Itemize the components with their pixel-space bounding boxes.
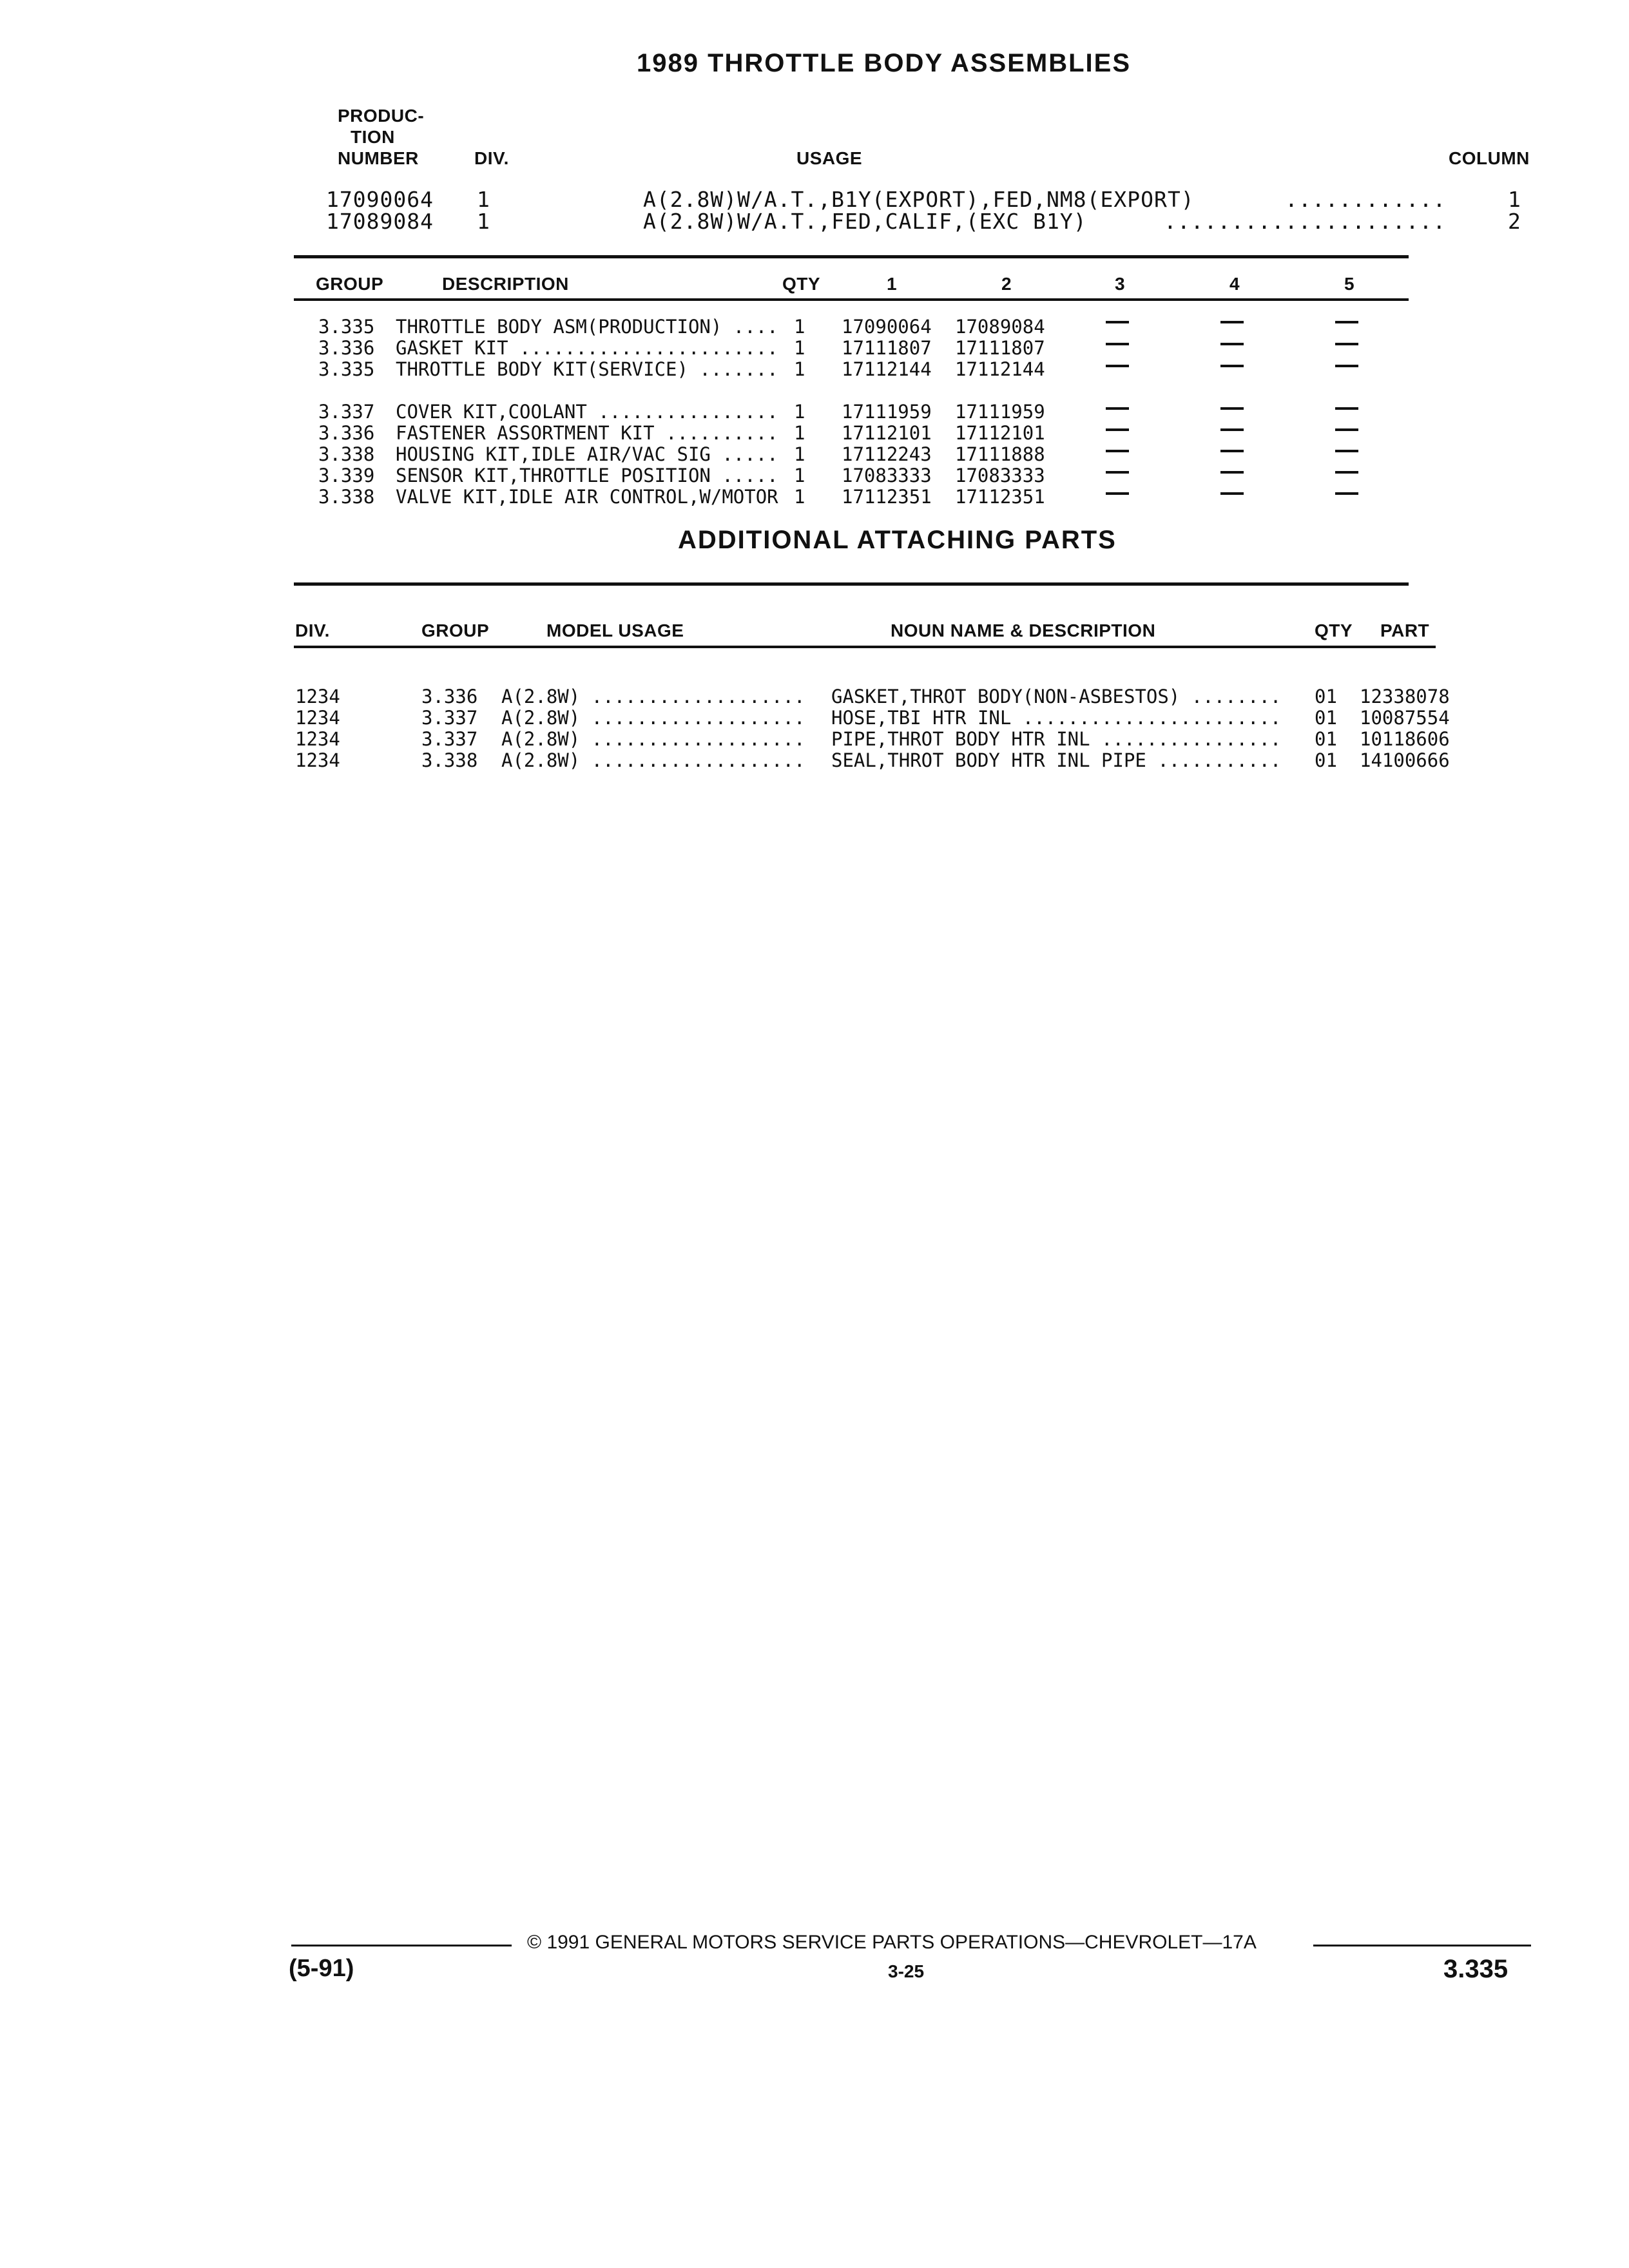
parts-col2: 17111888 <box>955 443 1045 465</box>
empty-cell-dash <box>1220 492 1244 495</box>
footer-section-number: 3.335 <box>1443 1955 1509 1983</box>
parts-qty: 1 <box>794 337 805 359</box>
parts-group: 3.336 <box>318 422 375 444</box>
page-title: 1989 THROTTLE BODY ASSEMBLIES <box>637 49 1132 77</box>
parts-col2: 17112351 <box>955 486 1045 508</box>
parts-qty: 1 <box>794 316 805 338</box>
production-div: 1 <box>477 187 490 212</box>
production-div: 1 <box>477 209 490 234</box>
parts-col2: 17089084 <box>955 316 1045 338</box>
footer-right-rule <box>1313 1945 1531 1946</box>
empty-cell-dash <box>1335 450 1358 452</box>
parts-group: 3.339 <box>318 465 375 486</box>
additional-model-usage-header: MODEL USAGE <box>546 620 684 640</box>
parts-description: THROTTLE BODY KIT(SERVICE) ....... <box>396 358 778 380</box>
parts-column-1-header: 1 <box>887 274 898 294</box>
parts-description: VALVE KIT,IDLE AIR CONTROL,W/MOTOR <box>396 486 778 508</box>
additional-parts-title: ADDITIONAL ATTACHING PARTS <box>678 526 1117 554</box>
additional-model: A(2.8W) ................... <box>501 749 805 771</box>
empty-cell-dash <box>1220 450 1244 452</box>
parts-group-header: GROUP <box>316 274 384 294</box>
empty-cell-dash <box>1335 343 1358 345</box>
additional-part-header: PART <box>1380 620 1430 640</box>
parts-col2: 17112144 <box>955 358 1045 380</box>
additional-table-top-rule <box>294 582 1409 586</box>
parts-qty: 1 <box>794 358 805 380</box>
parts-qty: 1 <box>794 443 805 465</box>
additional-group: 3.338 <box>421 749 478 771</box>
production-number-header-line1: PRODUC- <box>338 106 425 126</box>
parts-col1: 17111959 <box>842 401 932 423</box>
additional-part: 10118606 <box>1360 728 1450 750</box>
parts-col2: 17111959 <box>955 401 1045 423</box>
additional-model: A(2.8W) ................... <box>501 686 805 707</box>
additional-noun: HOSE,TBI HTR INL ....................... <box>831 707 1282 729</box>
additional-noun: GASKET,THROT BODY(NON-ASBESTOS) ........ <box>831 686 1282 707</box>
production-usage: A(2.8W)W/A.T.,FED,CALIF,(EXC B1Y) <box>643 209 1087 234</box>
empty-cell-dash <box>1220 365 1244 367</box>
additional-group-header: GROUP <box>421 620 490 640</box>
additional-table-header-rule <box>294 646 1436 648</box>
additional-qty: 01 <box>1315 707 1337 729</box>
production-column-header: COLUMN <box>1449 148 1530 168</box>
parts-col1: 17112144 <box>842 358 932 380</box>
parts-group: 3.335 <box>318 358 375 380</box>
additional-div: 1234 <box>295 707 340 729</box>
parts-group: 3.338 <box>318 486 375 508</box>
additional-div: 1234 <box>295 728 340 750</box>
production-usage-leader: ............ <box>1285 187 1447 212</box>
production-number: 17090064 <box>326 187 434 212</box>
empty-cell-dash <box>1220 471 1244 474</box>
parts-col1: 17112243 <box>842 443 932 465</box>
additional-qty: 01 <box>1315 749 1337 771</box>
additional-model: A(2.8W) ................... <box>501 728 805 750</box>
parts-description: COVER KIT,COOLANT ................ <box>396 401 778 423</box>
parts-description-header: DESCRIPTION <box>442 274 569 294</box>
production-usage: A(2.8W)W/A.T.,B1Y(EXPORT),FED,NM8(EXPORT) <box>643 187 1195 212</box>
parts-description: FASTENER ASSORTMENT KIT .......... <box>396 422 778 444</box>
additional-qty-header: QTY <box>1315 620 1353 640</box>
empty-cell-dash <box>1220 428 1244 431</box>
footer-page-number: 3-25 <box>888 1961 925 1981</box>
empty-cell-dash <box>1335 471 1358 474</box>
parts-col1: 17112351 <box>842 486 932 508</box>
parts-column-5-header: 5 <box>1344 274 1355 294</box>
additional-qty: 01 <box>1315 686 1337 707</box>
parts-qty: 1 <box>794 401 805 423</box>
parts-qty-header: QTY <box>782 274 821 294</box>
production-usage-header: USAGE <box>796 148 863 168</box>
parts-description: HOUSING KIT,IDLE AIR/VAC SIG ..... <box>396 443 778 465</box>
parts-table-header-rule <box>294 298 1409 301</box>
parts-group: 3.337 <box>318 401 375 423</box>
additional-div-header: DIV. <box>295 620 330 640</box>
empty-cell-dash <box>1106 365 1129 367</box>
parts-column-4-header: 4 <box>1229 274 1240 294</box>
empty-cell-dash <box>1106 492 1129 495</box>
additional-noun: SEAL,THROT BODY HTR INL PIPE ........... <box>831 749 1282 771</box>
parts-description: SENSOR KIT,THROTTLE POSITION ..... <box>396 465 778 486</box>
empty-cell-dash <box>1106 428 1129 431</box>
additional-qty: 01 <box>1315 728 1337 750</box>
additional-part: 12338078 <box>1360 686 1450 707</box>
empty-cell-dash <box>1220 321 1244 323</box>
parts-column-2-header: 2 <box>1001 274 1012 294</box>
additional-group: 3.337 <box>421 728 478 750</box>
additional-group: 3.336 <box>421 686 478 707</box>
empty-cell-dash <box>1106 471 1129 474</box>
parts-col1: 17111807 <box>842 337 932 359</box>
parts-group: 3.335 <box>318 316 375 338</box>
empty-cell-dash <box>1106 407 1129 410</box>
parts-qty: 1 <box>794 422 805 444</box>
additional-noun-header: NOUN NAME & DESCRIPTION <box>891 620 1156 640</box>
empty-cell-dash <box>1106 343 1129 345</box>
parts-qty: 1 <box>794 465 805 486</box>
parts-group: 3.338 <box>318 443 375 465</box>
empty-cell-dash <box>1335 365 1358 367</box>
empty-cell-dash <box>1220 407 1244 410</box>
parts-column-3-header: 3 <box>1115 274 1126 294</box>
parts-description: THROTTLE BODY ASM(PRODUCTION) .... <box>396 316 778 338</box>
parts-description: GASKET KIT ....................... <box>396 337 778 359</box>
production-number-header-line3: NUMBER <box>338 148 419 168</box>
additional-div: 1234 <box>295 749 340 771</box>
additional-div: 1234 <box>295 686 340 707</box>
parts-col1: 17090064 <box>842 316 932 338</box>
empty-cell-dash <box>1335 492 1358 495</box>
parts-qty: 1 <box>794 486 805 508</box>
parts-col2: 17112101 <box>955 422 1045 444</box>
footer-copyright: © 1991 GENERAL MOTORS SERVICE PARTS OPERATIONS—CHEVROLET—17A <box>527 1932 1257 1953</box>
additional-noun: PIPE,THROT BODY HTR INL ................ <box>831 728 1282 750</box>
parts-col2: 17111807 <box>955 337 1045 359</box>
footer-left-rule <box>291 1945 512 1946</box>
empty-cell-dash <box>1335 428 1358 431</box>
empty-cell-dash <box>1106 321 1129 323</box>
additional-part: 14100666 <box>1360 749 1450 771</box>
additional-part: 10087554 <box>1360 707 1450 729</box>
production-usage-leader: ..................... <box>1164 209 1447 234</box>
production-number: 17089084 <box>326 209 434 234</box>
footer-date: (5-91) <box>289 1955 354 1982</box>
additional-model: A(2.8W) ................... <box>501 707 805 729</box>
empty-cell-dash <box>1220 343 1244 345</box>
empty-cell-dash <box>1106 450 1129 452</box>
production-column: 2 <box>1508 209 1521 234</box>
parts-col1: 17083333 <box>842 465 932 486</box>
production-column: 1 <box>1508 187 1521 212</box>
production-div-header: DIV. <box>474 148 509 168</box>
empty-cell-dash <box>1335 321 1358 323</box>
parts-table-top-rule <box>294 255 1409 258</box>
parts-col2: 17083333 <box>955 465 1045 486</box>
empty-cell-dash <box>1335 407 1358 410</box>
parts-col1: 17112101 <box>842 422 932 444</box>
parts-group: 3.336 <box>318 337 375 359</box>
additional-group: 3.337 <box>421 707 478 729</box>
production-number-header-line2: TION <box>351 127 395 147</box>
